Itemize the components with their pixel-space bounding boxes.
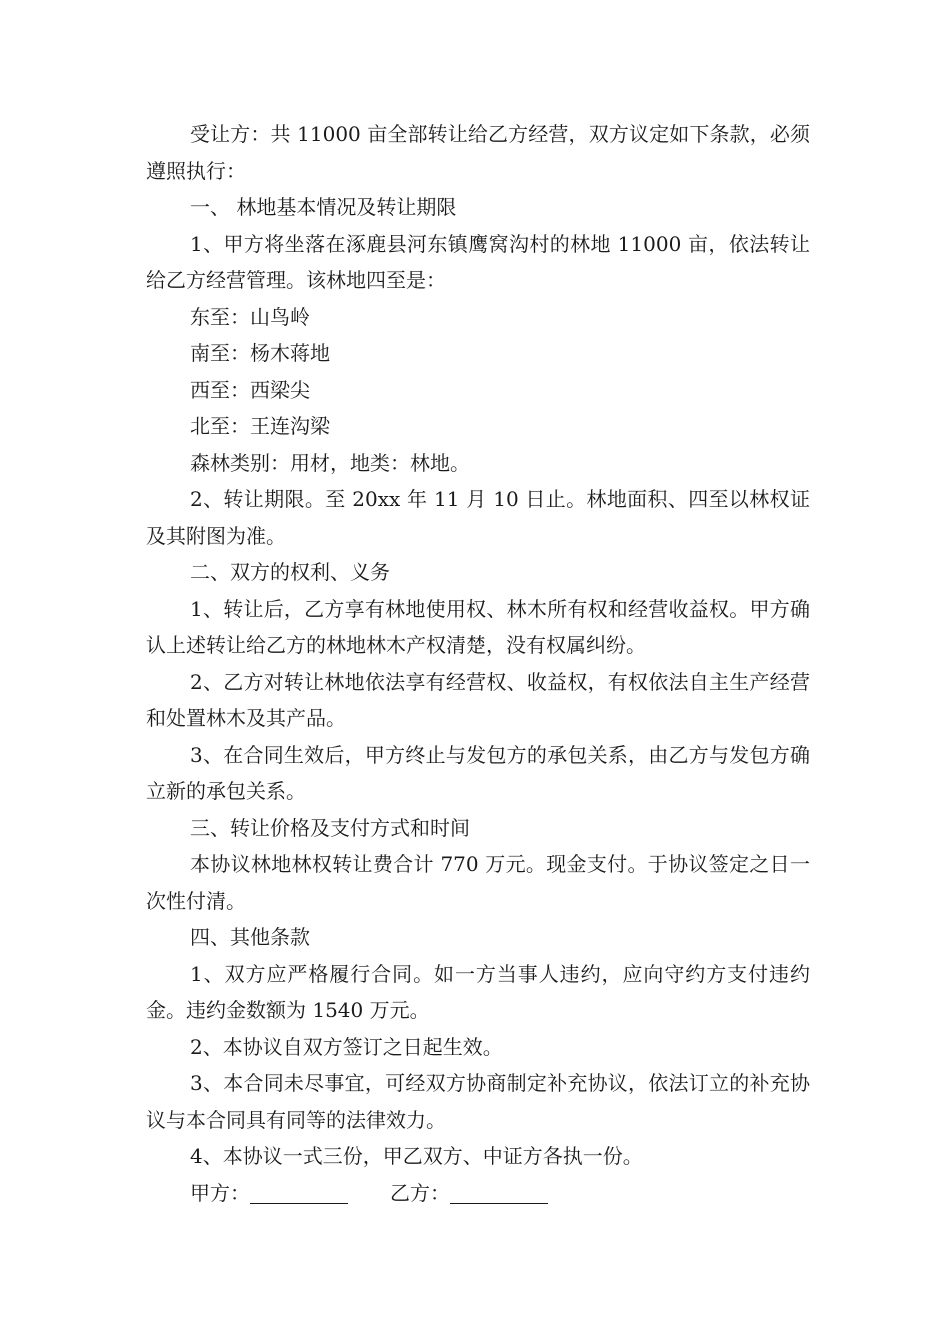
- paragraph-land-location: 1、甲方将坐落在涿鹿县河东镇鹰窝沟村的林地 11000 亩，依法转让给乙方经营管理。该林地四至是：: [146, 231, 810, 292]
- paragraph-transfer-term: 2、转让期限。至 20xx 年 11 月 10 日止。林地面积、四至以林权证及其附图为准。: [146, 487, 810, 548]
- paragraph-rights-3: 3、在合同生效后，甲方终止与发包方的承包关系，由乙方与发包方确立新的承包关系。: [146, 742, 810, 803]
- section-heading-1: 一、 林地基本情况及转让期限: [190, 195, 457, 219]
- boundary-west: 西至：西梁尖: [190, 377, 310, 402]
- boundary-south: 南至：杨木蒋地: [190, 341, 330, 365]
- section-heading-4: 四、其他条款: [190, 925, 310, 949]
- forest-category: 森林类别：用材，地类：林地。: [190, 450, 470, 475]
- paragraph-price: 本协议林地林权转让费合计 770 万元。现金支付。于协议签定之日一次性付清。: [146, 852, 810, 913]
- boundary-east: 东至：山鸟岭: [190, 304, 310, 329]
- paragraph-rights-2: 2、乙方对转让林地依法享有经营权、收益权，有权依法自主生产经营和处置林木及其产品。: [146, 669, 810, 730]
- paragraph-rights-1: 1、转让后，乙方享有林地使用权、林木所有权和经营收益权。甲方确认上述转让给乙方的林地林木产权清楚，没有权属纠纷。: [146, 596, 810, 657]
- paragraph-other-2: 2、本协议自双方签订之日起生效。: [190, 1034, 503, 1059]
- party-a-signature-line: [250, 1181, 348, 1204]
- party-b-label: 乙方：: [390, 1180, 450, 1205]
- section-heading-2: 二、双方的权利、义务: [190, 560, 390, 584]
- document-page: [146, 116, 810, 1211]
- paragraph-other-3: 3、本合同未尽事宜，可经双方协商制定补充协议，依法订立的补充协议与本合同具有同等的法律效力。: [146, 1071, 810, 1132]
- section-heading-3: 三、转让价格及支付方式和时间: [190, 815, 470, 840]
- paragraph-other-4: 4、本协议一式三份，甲乙双方、中证方各执一份。: [190, 1144, 643, 1168]
- party-a-label: 甲方：: [190, 1180, 250, 1205]
- party-b-signature-line: [450, 1181, 548, 1204]
- boundary-north: 北至：王连沟梁: [190, 414, 330, 438]
- signature-row: [146, 1175, 810, 1212]
- paragraph-preamble: 受让方：共 11000 亩全部转让给乙方经营，双方议定如下条款，必须遵照执行：: [146, 122, 810, 183]
- paragraph-other-1: 1、双方应严格履行合同。如一方当事人违约，应向守约方支付违约金。违约金数额为 1540 万元。: [146, 961, 810, 1022]
